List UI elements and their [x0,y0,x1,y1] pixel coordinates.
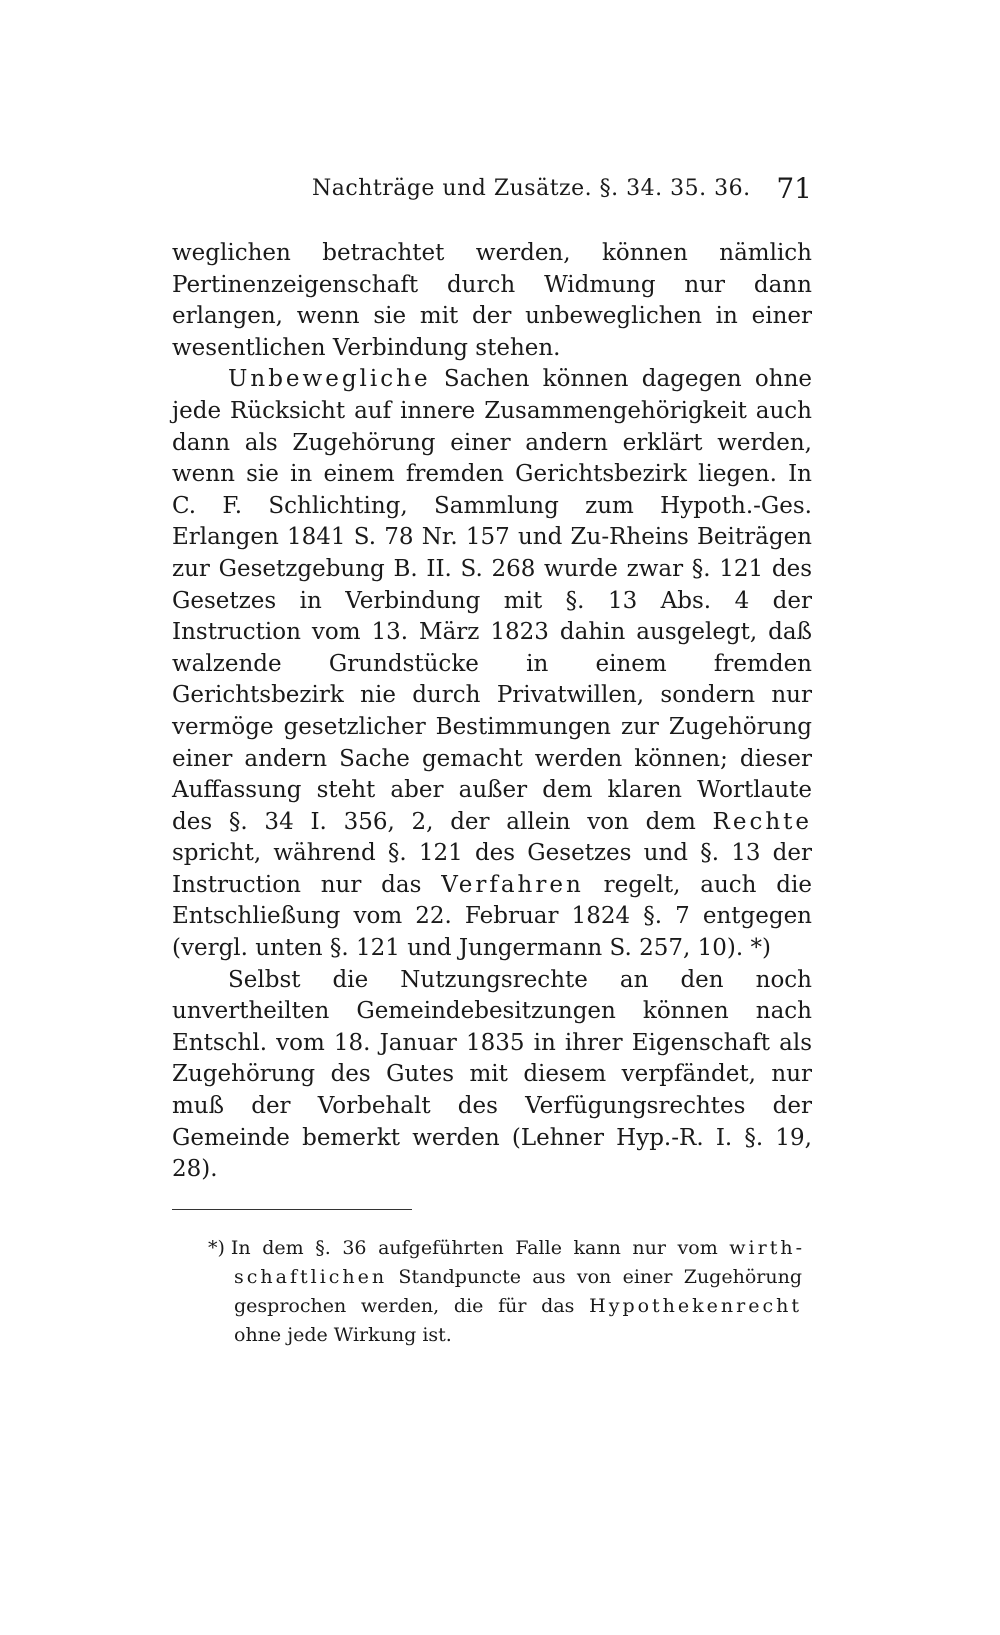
running-head [172,170,812,210]
footnote-text-start: In dem §. 36 aufgeführten Falle kann nur vom [230,1237,730,1259]
emphasis-spaced: Unbewegliche [228,366,431,393]
footnote-divider [172,1209,412,1210]
paragraph-2-text: Sachen können dagegen ohne jede Rücksicht auf innere Zusammengehörigkeit auch dann als Zugehörung einer andern erklärt werden, wenn sie in einem fremden Gerichtsbezirk liegen. In C. F. Schlichting, Sammlung zum Hypoth.-Ges. Erlangen 1841 S. 78 Nr. 157 und Zu-Rheins Beiträgen zur Gesetzgebung B. II. S. 268 wurde zwar §. 121 des Gesetzes in Verbindung mit §. 13 Abs. 4 der Instruction vom 13. März 1823 dahin ausgelegt, daß walzende Grundstücke in einem fremden Gerichtsbezirk nie durch Privatwillen, sondern nur vermöge gesetzlicher Bestimmungen zur Zugehörung einer andern Sache gemacht werden können; dieser Auffassung steht aber außer dem klaren Wortlaute des §. 34 I. 356, 2, der allein von dem [172,366,812,835]
paragraph-3: Selbst die Nutzungsrechte an den noch unvertheilten Gemeindebesitzungen können nach Entschl. vom 18. Januar 1835 in ihrer Eigenschaft als Zugehörung des Gutes mit diesem verpfändet, nur muß der Vorbehalt des Verfügungsrechtes der Gemeinde bemerkt werden (Lehner Hyp.-R. I. §. 19, 28). [172,966,812,1183]
emphasis-spaced: Verfahren [441,871,584,898]
footnote-text [208,1234,802,1350]
paragraph-1: weglichen betrachtet werden, können nämlich Pertinenzeigenschaft durch Widmung nur dann erlangen, wenn sie mit der unbeweglichen in einer wesentlichen Verbindung stehen. [172,240,812,361]
emphasis-spaced: Rechte [712,808,812,835]
emphasis-spaced: wirthschaftlichen [234,1237,802,1288]
page-number: 71 [776,172,812,205]
footnote-marker: *) [208,1237,225,1259]
paragraph-2 [172,364,812,964]
body-text [172,238,812,1186]
paragraph-2-text-mid: spricht, während §. 121 des Gesetzes und §. 13 der Instruction nur das [172,840,812,898]
emphasis-spaced: Hypothekenrecht [589,1295,802,1317]
footnote [208,1234,802,1350]
paragraph-2-text-end: regelt, auch die Entschließung vom 22. Februar 1824 §. 7 entgegen (vergl. unten §. 121 und Jungermann S. 257, 10). *) [172,871,812,962]
running-title: Nachträge und Zusätze. §. 34. 35. 36. [312,176,751,201]
footnote-text-mid: Standpuncte aus von einer Zugehörung gesprochen werden, die für das [234,1266,802,1317]
footnote-text-end: ohne jede Wirkung ist. [234,1324,452,1346]
